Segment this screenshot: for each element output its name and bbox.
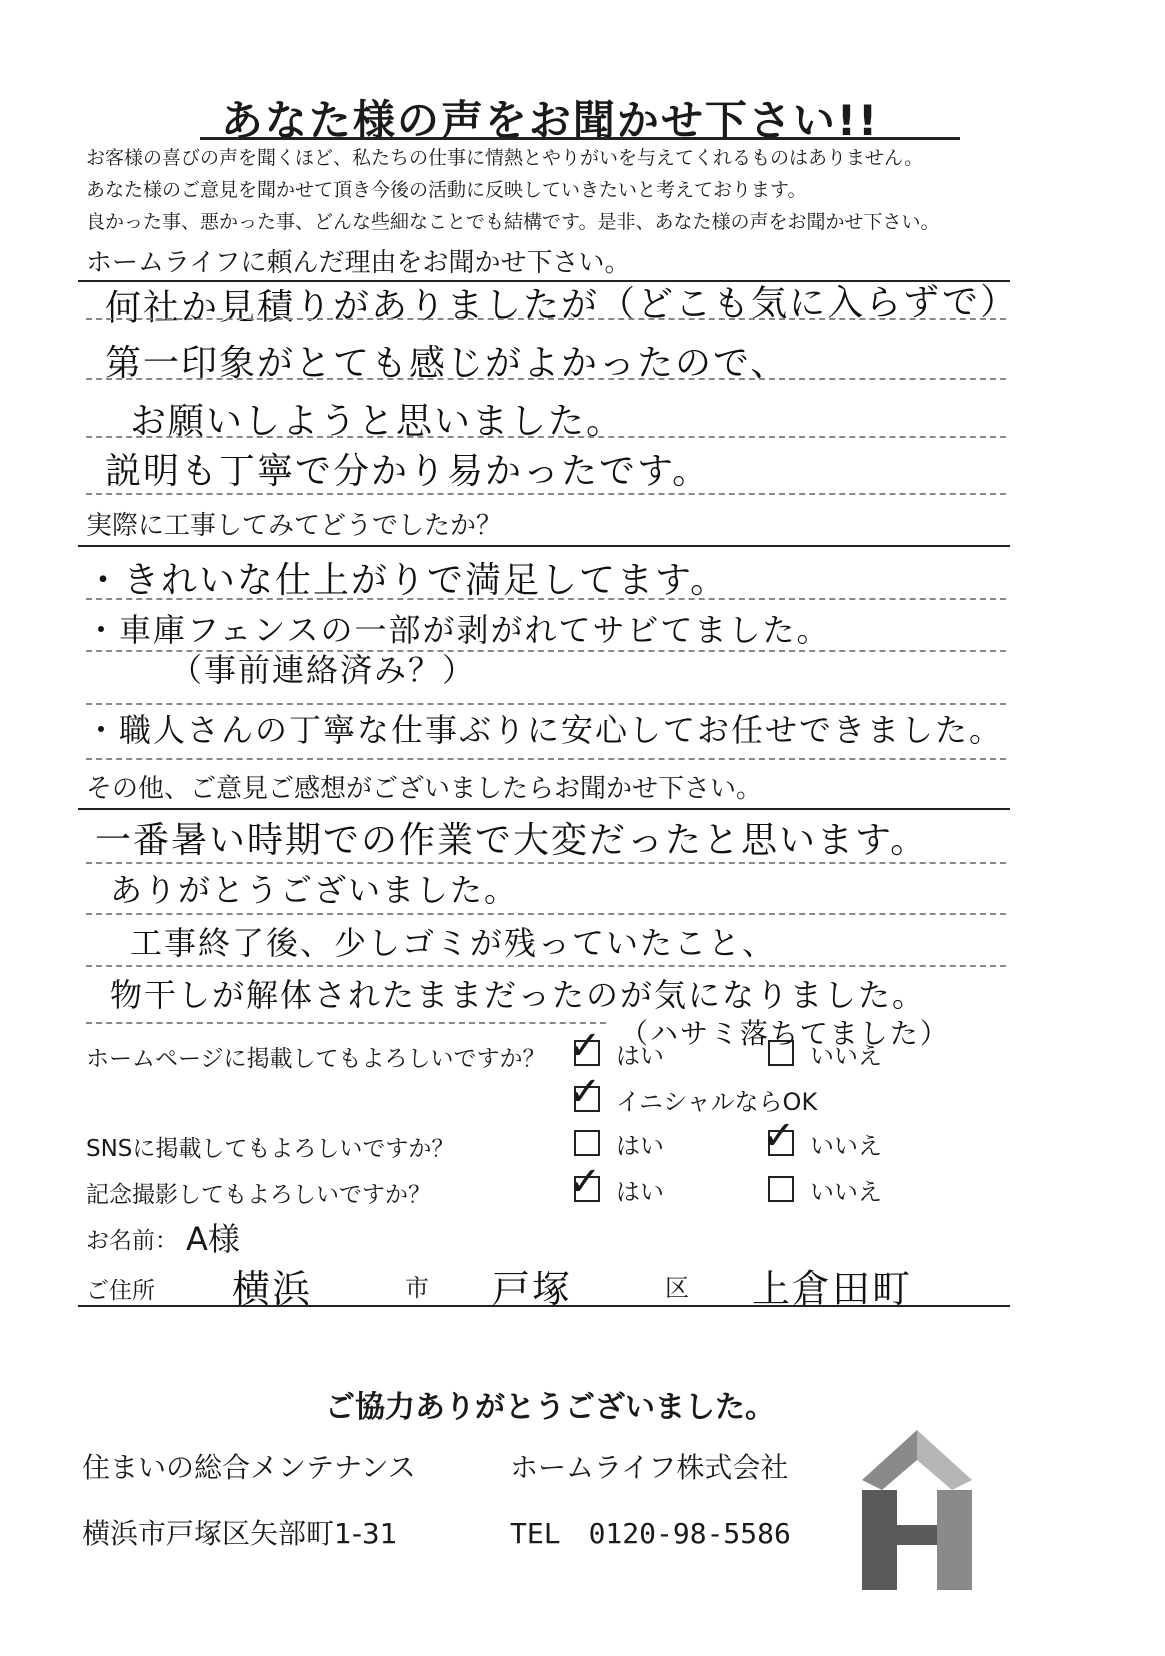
intro-line-2: あなた様のご意見を聞かせて頂き今後の活動に反映していきたいと考えております。: [86, 179, 807, 201]
answer-rule: [86, 965, 1006, 967]
logo-crossbar: [897, 1525, 937, 1545]
answer-rule: [86, 758, 1006, 760]
answer-rule: [86, 1022, 606, 1024]
photo-yes-check-icon: ✓: [568, 1159, 602, 1205]
answer-rule: [86, 493, 1006, 495]
handwritten-answer: （ハサミ落ちてました）: [620, 1017, 950, 1050]
logo-wall-right: [937, 1490, 972, 1590]
homepage-question: ホームページに掲載してもよろしいですか？: [86, 1046, 546, 1072]
name-label: お名前：: [86, 1228, 178, 1254]
homepage-no-checkbox[interactable]: [768, 1040, 794, 1066]
customer-name: A様: [186, 1220, 240, 1258]
sns-no-label: いいえ: [810, 1132, 882, 1160]
title-underline: [200, 137, 960, 140]
photo-no-checkbox[interactable]: [768, 1176, 794, 1202]
logo-roof-left: [862, 1430, 917, 1490]
homepage-initial-check-icon: ✓: [568, 1069, 602, 1115]
answer-rule: [86, 913, 1006, 915]
answer-rule: [86, 598, 1006, 600]
handwritten-answer: ありがとうございました。: [110, 871, 519, 909]
thanks-message: ご協力ありがとうございました。: [325, 1390, 775, 1425]
handwritten-answer: 物干しが解体されたままだったのが気になりました。: [110, 976, 927, 1014]
sns-no-check-icon: ✓: [762, 1113, 796, 1159]
photo-yes-label: はい: [616, 1178, 664, 1206]
address-city: 横浜: [232, 1267, 313, 1311]
company-tel: TEL 0120-98-5586: [510, 1517, 791, 1550]
handwritten-answer: ・車庫フェンスの一部が剥がれてサビてました。: [85, 611, 831, 649]
address-underline: [78, 1305, 1010, 1307]
company-tagline: 住まいの総合メンテナンス: [82, 1451, 416, 1484]
address-city-suffix: 市: [405, 1274, 429, 1302]
handwritten-answer: （事前連絡済み？）: [170, 651, 477, 689]
company-logo: [862, 1425, 972, 1590]
divider: [78, 545, 1010, 547]
intro-line-1: お客様の喜びの声を聞くほど、私たちの仕事に情熱とやりがいを与えてくれるものはありません。: [86, 147, 924, 169]
sns-question: SNSに掲載してもよろしいですか？: [86, 1136, 455, 1162]
logo-wall-left: [862, 1490, 897, 1590]
logo-roof-right: [917, 1430, 972, 1490]
answer-rule: [86, 862, 1006, 864]
handwritten-answer: ・職人さんの丁寧な仕事ぶりに安心してお任せできました。: [85, 711, 1004, 749]
handwritten-answer: ・きれいな仕上がりで満足してます。: [85, 560, 729, 601]
homepage-no-label: いいえ: [810, 1042, 882, 1070]
handwritten-answer: 説明も丁寧で分かり易かったです。: [105, 451, 711, 492]
homepage-yes-check-icon: ✓: [568, 1023, 602, 1069]
company-address: 横浜市戸塚区矢部町1-31: [82, 1517, 398, 1550]
sns-yes-label: はい: [616, 1132, 664, 1160]
page-title: あなた様の声をお聞かせ下さい!!: [220, 96, 880, 145]
handwritten-answer: 第一印象がとても感じがよかったので、: [105, 343, 789, 384]
section-heading-reason: ホームライフに頼んだ理由をお聞かせ下さい。: [86, 248, 631, 278]
homepage-initial-label: イニシャルならOK: [616, 1088, 818, 1116]
handwritten-answer: 一番暑い時期での作業で大変だったと思います。: [95, 820, 929, 861]
company-name: ホームライフ株式会社: [510, 1451, 789, 1484]
handwritten-answer: 何社か見積りがありましたが（どこも気に入らずで）: [104, 281, 1019, 329]
address-ward-suffix: 区: [665, 1274, 689, 1302]
handwritten-answer: お願いしようと思いました。: [130, 401, 625, 442]
address-town: 上倉田町: [752, 1267, 913, 1311]
photo-question: 記念撮影してもよろしいですか？: [86, 1182, 431, 1208]
answer-rule: [86, 436, 1006, 438]
section-heading-result: 実際に工事してみてどうでしたか？: [86, 511, 503, 541]
divider: [78, 808, 1010, 810]
handwritten-answer: 工事終了後、少しゴミが残っていたこと、: [130, 924, 777, 962]
address-label: ご住所: [86, 1278, 155, 1304]
sns-yes-checkbox[interactable]: [574, 1130, 600, 1156]
logo-text: HL: [906, 1567, 928, 1584]
homepage-yes-label: はい: [616, 1042, 664, 1070]
section-heading-comments: その他、ご意見ご感想がございましたらお聞かせ下さい。: [86, 774, 763, 804]
intro-line-3: 良かった事、悪かった事、どんな些細なことでも結構です。是非、あなた様の声をお聞かせ下さい。: [86, 211, 940, 233]
answer-rule: [86, 318, 1006, 320]
address-ward: 戸塚: [492, 1267, 573, 1311]
photo-no-label: いいえ: [810, 1178, 882, 1206]
answer-rule: [86, 378, 1006, 380]
